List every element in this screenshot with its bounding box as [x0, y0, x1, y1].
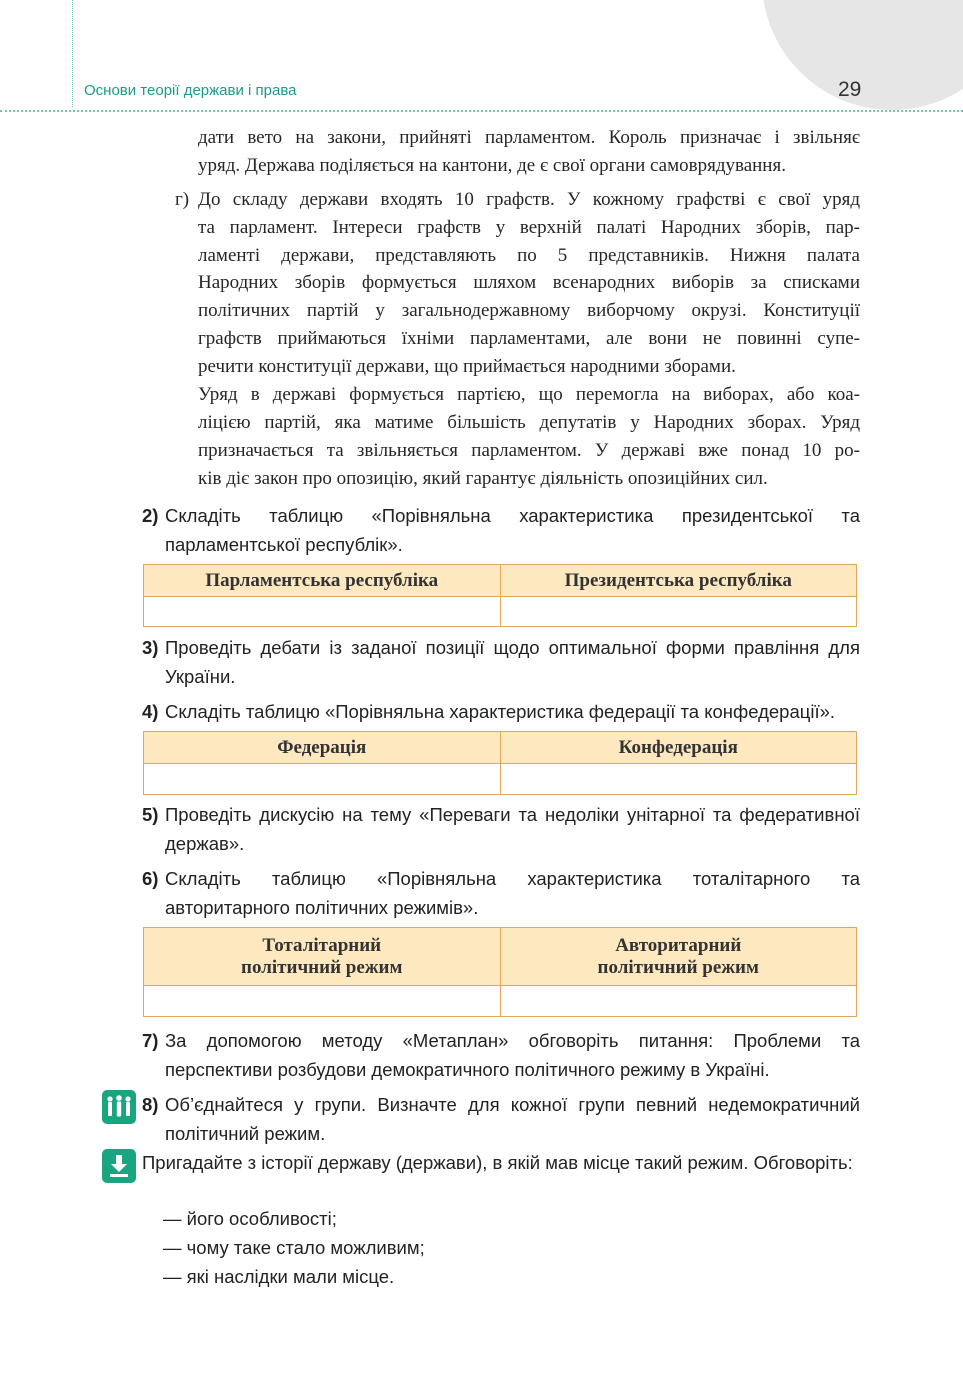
- task-7: [142, 1026, 860, 1084]
- task-6: [142, 864, 860, 922]
- table-header-cell: Парламентська республіка: [144, 565, 501, 597]
- list-item: — його особливості;: [163, 1208, 337, 1229]
- task-number: 2): [142, 505, 159, 526]
- page-number: 29: [838, 78, 862, 101]
- task-2: [142, 501, 860, 559]
- group-work-icon: [102, 1090, 136, 1124]
- task-3: [142, 633, 860, 691]
- table-header-cell: [144, 928, 501, 986]
- task-number: 5): [142, 804, 159, 825]
- task-number: 7): [142, 1030, 159, 1051]
- task-text: Проведіть дискусію на тему «Переваги та недоліки унітарної та федеративної держав».: [165, 804, 860, 854]
- recall-text: Пригадайте з історії державу (держави), в якій мав місце такий режим. Обговоріть:: [142, 1152, 853, 1173]
- task-text: Об’єднайтеся у групи. Визначте для кожної групи певний недемократичний політичний режим.: [165, 1094, 860, 1144]
- table-cell: [144, 597, 501, 627]
- text-line: ламенті держави, представляють по 5 представників. Нижня палата: [198, 245, 860, 266]
- download-icon: [102, 1149, 136, 1183]
- table-header-cell: Федерація: [144, 732, 501, 764]
- task-text: Складіть таблицю «Порівняльна характеристика президентської та парламентської республік».: [165, 505, 860, 555]
- table-header-line: Авторитарний: [615, 934, 742, 956]
- text-line: Народних зборів формується шляхом всенародних виборів за списками: [198, 272, 860, 293]
- text-line: До складу держави входять 10 графств. У кожному графстві є свої уряд: [198, 189, 860, 210]
- text-line: уряд. Держава поділяється на кантони, де є свої органи самоврядування.: [198, 155, 786, 176]
- table-federation: [143, 731, 857, 795]
- text-line: речити конституції держави, що приймається народними зборами.: [198, 356, 736, 377]
- text-line: ків діє закон про опозицію, який гарантує діяльність опозиційних сил.: [198, 468, 768, 489]
- table-cell: [144, 764, 501, 795]
- task-text: За допомогою методу «Метаплан» обговоріть питання: Проблеми та перспективи розбудови демократичного політичного режиму в Україні.: [165, 1030, 860, 1080]
- table-regimes: [143, 927, 857, 1017]
- task-4: [142, 697, 860, 726]
- table-header-line: Тоталітарний: [262, 934, 382, 956]
- table-header-cell: Президентська республіка: [500, 565, 857, 597]
- text-line: політичних партій у загальнодержавному виборчому окрузі. Конституції: [198, 300, 860, 321]
- task-5: [142, 800, 860, 858]
- corner-decoration: [762, 0, 963, 110]
- running-header: Основи теорії держави і права: [84, 82, 297, 99]
- margin-guide-line: [72, 0, 73, 107]
- header-divider: [0, 110, 963, 112]
- table-header-line: політичний режим: [241, 956, 403, 978]
- table-republics: [143, 564, 857, 627]
- text-line: ліцією партій, яка матиме більшість депутатів у Народних зборах. Уряд: [198, 412, 860, 433]
- text-line: дати вето на закони, прийняті парламентом. Король призначає і звільняє: [198, 127, 860, 148]
- table-cell: [144, 986, 501, 1017]
- task-number: 4): [142, 701, 159, 722]
- table-header-cell: Конфедерація: [500, 732, 857, 764]
- table-cell: [500, 597, 857, 627]
- text-line: графств приймаються їхніми парламентами, але вони не повинні супе-: [198, 328, 860, 349]
- list-item: — які наслідки мали місце.: [163, 1266, 395, 1287]
- table-header-line: політичний режим: [597, 956, 759, 978]
- list-item: — чому таке стало можливим;: [163, 1237, 425, 1258]
- recall-block: [142, 1148, 860, 1177]
- table-cell: [500, 764, 857, 795]
- text-line: призначається та звільняється парламентом. У державі вже понад 10 ро-: [198, 440, 860, 461]
- table-header-cell: [500, 928, 857, 986]
- table-cell: [500, 986, 857, 1017]
- recall-list: [163, 1204, 425, 1291]
- variant-marker: г): [175, 189, 190, 210]
- task-text: Проведіть дебати із заданої позиції щодо оптимальної форми правління для України.: [165, 637, 860, 687]
- task-text: Складіть таблицю «Порівняльна характеристика федерації та конфедерації».: [165, 701, 836, 722]
- task-8: [142, 1090, 860, 1148]
- text-line: та парламент. Інтереси графств у верхній палаті Народних зборів, пар-: [198, 217, 860, 238]
- task-number: 3): [142, 637, 159, 658]
- task-number: 6): [142, 868, 159, 889]
- task-number: 8): [142, 1094, 159, 1115]
- text-line: Уряд в державі формується партією, що перемогла на виборах, або коа-: [198, 384, 860, 405]
- task-text: Складіть таблицю «Порівняльна характеристика тоталітарного та авторитарного політичних режимів».: [165, 868, 860, 918]
